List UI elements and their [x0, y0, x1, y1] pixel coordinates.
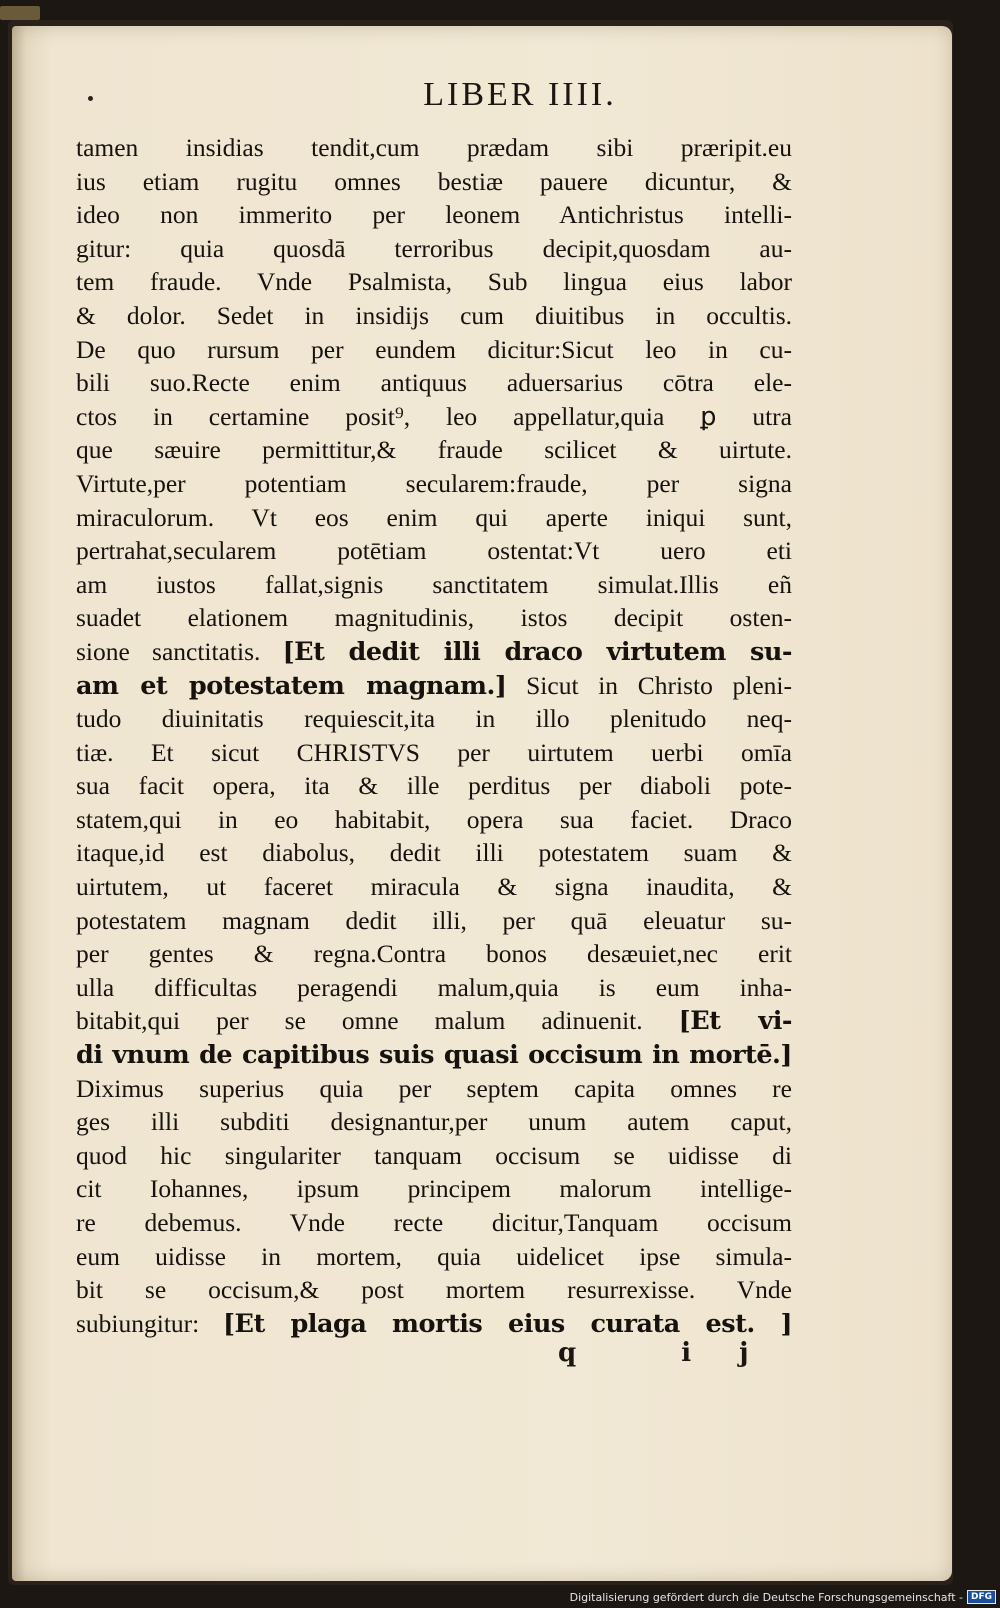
blackletter-quote: am et potestatem magnam.]	[76, 670, 507, 701]
text-line: tamen insidias tendit,cum prædam sibi præripit.eu	[76, 133, 792, 162]
text-line: re debemus. Vnde recte dicitur,Tanquam occisum	[76, 1208, 792, 1237]
text-line: ctos in certamine posit⁹, leo appellatur,quia ꝑ utra	[76, 401, 792, 431]
text-line: miraculorum. Vt eos enim qui aperte iniqui sunt,	[76, 502, 792, 532]
text-line-mixed	[76, 1307, 792, 1341]
scan-corner-tab	[0, 6, 40, 20]
text-line: suadet elationem magnitudinis, istos decipit osten-	[76, 603, 792, 633]
footer-credit	[570, 1588, 996, 1606]
text-line: cit Iohannes, ipsum principem malorum intellige-	[76, 1174, 792, 1204]
blackletter-quote: [Et vi-	[678, 1006, 792, 1037]
text-line: per gentes & regna.Contra bonos desæuiet,nec erit	[76, 939, 792, 969]
text-line: Virtute,per potentiam secularem:fraude, per signa	[76, 468, 792, 498]
text-line-mixed	[76, 635, 792, 669]
text-line: sua facit opera, ita & ille perditus per diaboli pote-	[76, 771, 792, 801]
text-line-mixed	[76, 669, 792, 703]
blackletter-quote: [Et plaga mortis eius curata est. ]	[222, 1308, 792, 1339]
text-line: eum uidisse in mortem, quia uidelicet ipse simula-	[76, 1241, 792, 1271]
text-segment: bitabit,qui per se omne malum adinuenit.	[76, 1006, 643, 1036]
text-line: itaque,id est diabolus, dedit illi potestatem suam &	[76, 838, 792, 868]
text-segment: sione sanctitatis.	[76, 636, 261, 666]
text-line: ges illi subditi designantur,per unum autem caput,	[76, 1107, 792, 1137]
text-line: uirtutem, ut faceret miracula & signa inaudita, &	[76, 872, 792, 902]
text-line-blackletter	[76, 1038, 792, 1072]
text-segment: subiungitur:	[76, 1308, 200, 1338]
text-line: tem fraude. Vnde Psalmista, Sub lingua eius labor	[76, 267, 792, 297]
text-line: quod hic singulariter tanquam occisum se uidisse di	[76, 1140, 792, 1170]
running-head: LIBER IIII.	[423, 76, 617, 113]
text-line: statem,qui in eo habitabit, opera sua faciet. Draco	[76, 804, 792, 834]
text-line: potestatem magnam dedit illi, per quā eleuatur su-	[76, 905, 792, 935]
dfg-logo-badge: DFG	[967, 1590, 996, 1604]
text-line: Diximus superius quia per septem capita omnes re	[76, 1073, 792, 1103]
signature-mark: q ij	[558, 1338, 797, 1368]
text-line-mixed	[76, 1004, 792, 1038]
text-line: ulla difficultas peragendi malum,quia is eum inha-	[76, 972, 792, 1002]
text-block	[76, 131, 792, 1340]
text-line: ius etiam rugitu omnes bestiæ pauere dicuntur, &	[76, 166, 792, 196]
text-line: pertrahat,secularem potētiam ostentat:Vt uero eti	[76, 536, 792, 566]
text-line: ideo non immerito per leonem Antichristus intelli-	[76, 200, 792, 230]
text-line: bit se occisum,& post mortem resurrexisse. Vnde	[76, 1275, 792, 1305]
text-segment: Sicut in Christo pleni-	[526, 670, 792, 700]
blackletter-quote: [Et dedit illi draco virtutem su-	[282, 636, 792, 667]
text-line: tudo diuinitatis requiescit,ita in illo plenitudo neq-	[76, 704, 792, 734]
text-line: bili suo.Recte enim antiquus aduersarius cōtra ele-	[76, 368, 792, 398]
blackletter-quote: di vnum de capitibus suis quasi occisum in mortē.]	[76, 1040, 792, 1071]
text-line: De quo rursum per eundem dicitur:Sicut leo in cu-	[76, 334, 792, 364]
text-line: am iustos fallat,signis sanctitatem simulat.Illis eñ	[76, 569, 792, 599]
text-line: tiæ. Et sicut CHRISTVS per uirtutem uerbi omīa	[76, 737, 792, 767]
footer-text: Digitalisierung gefördert durch die Deutsche Forschungsgemeinschaft -	[569, 1590, 963, 1604]
text-line: gitur: quia quosdā terroribus decipit,quosdam au-	[76, 233, 792, 263]
text-line: & dolor. Sedet in insidijs cum diuitibus in occultis.	[76, 300, 792, 330]
text-line: que sæuire permittitur,& fraude scilicet & uirtute.	[76, 435, 792, 465]
